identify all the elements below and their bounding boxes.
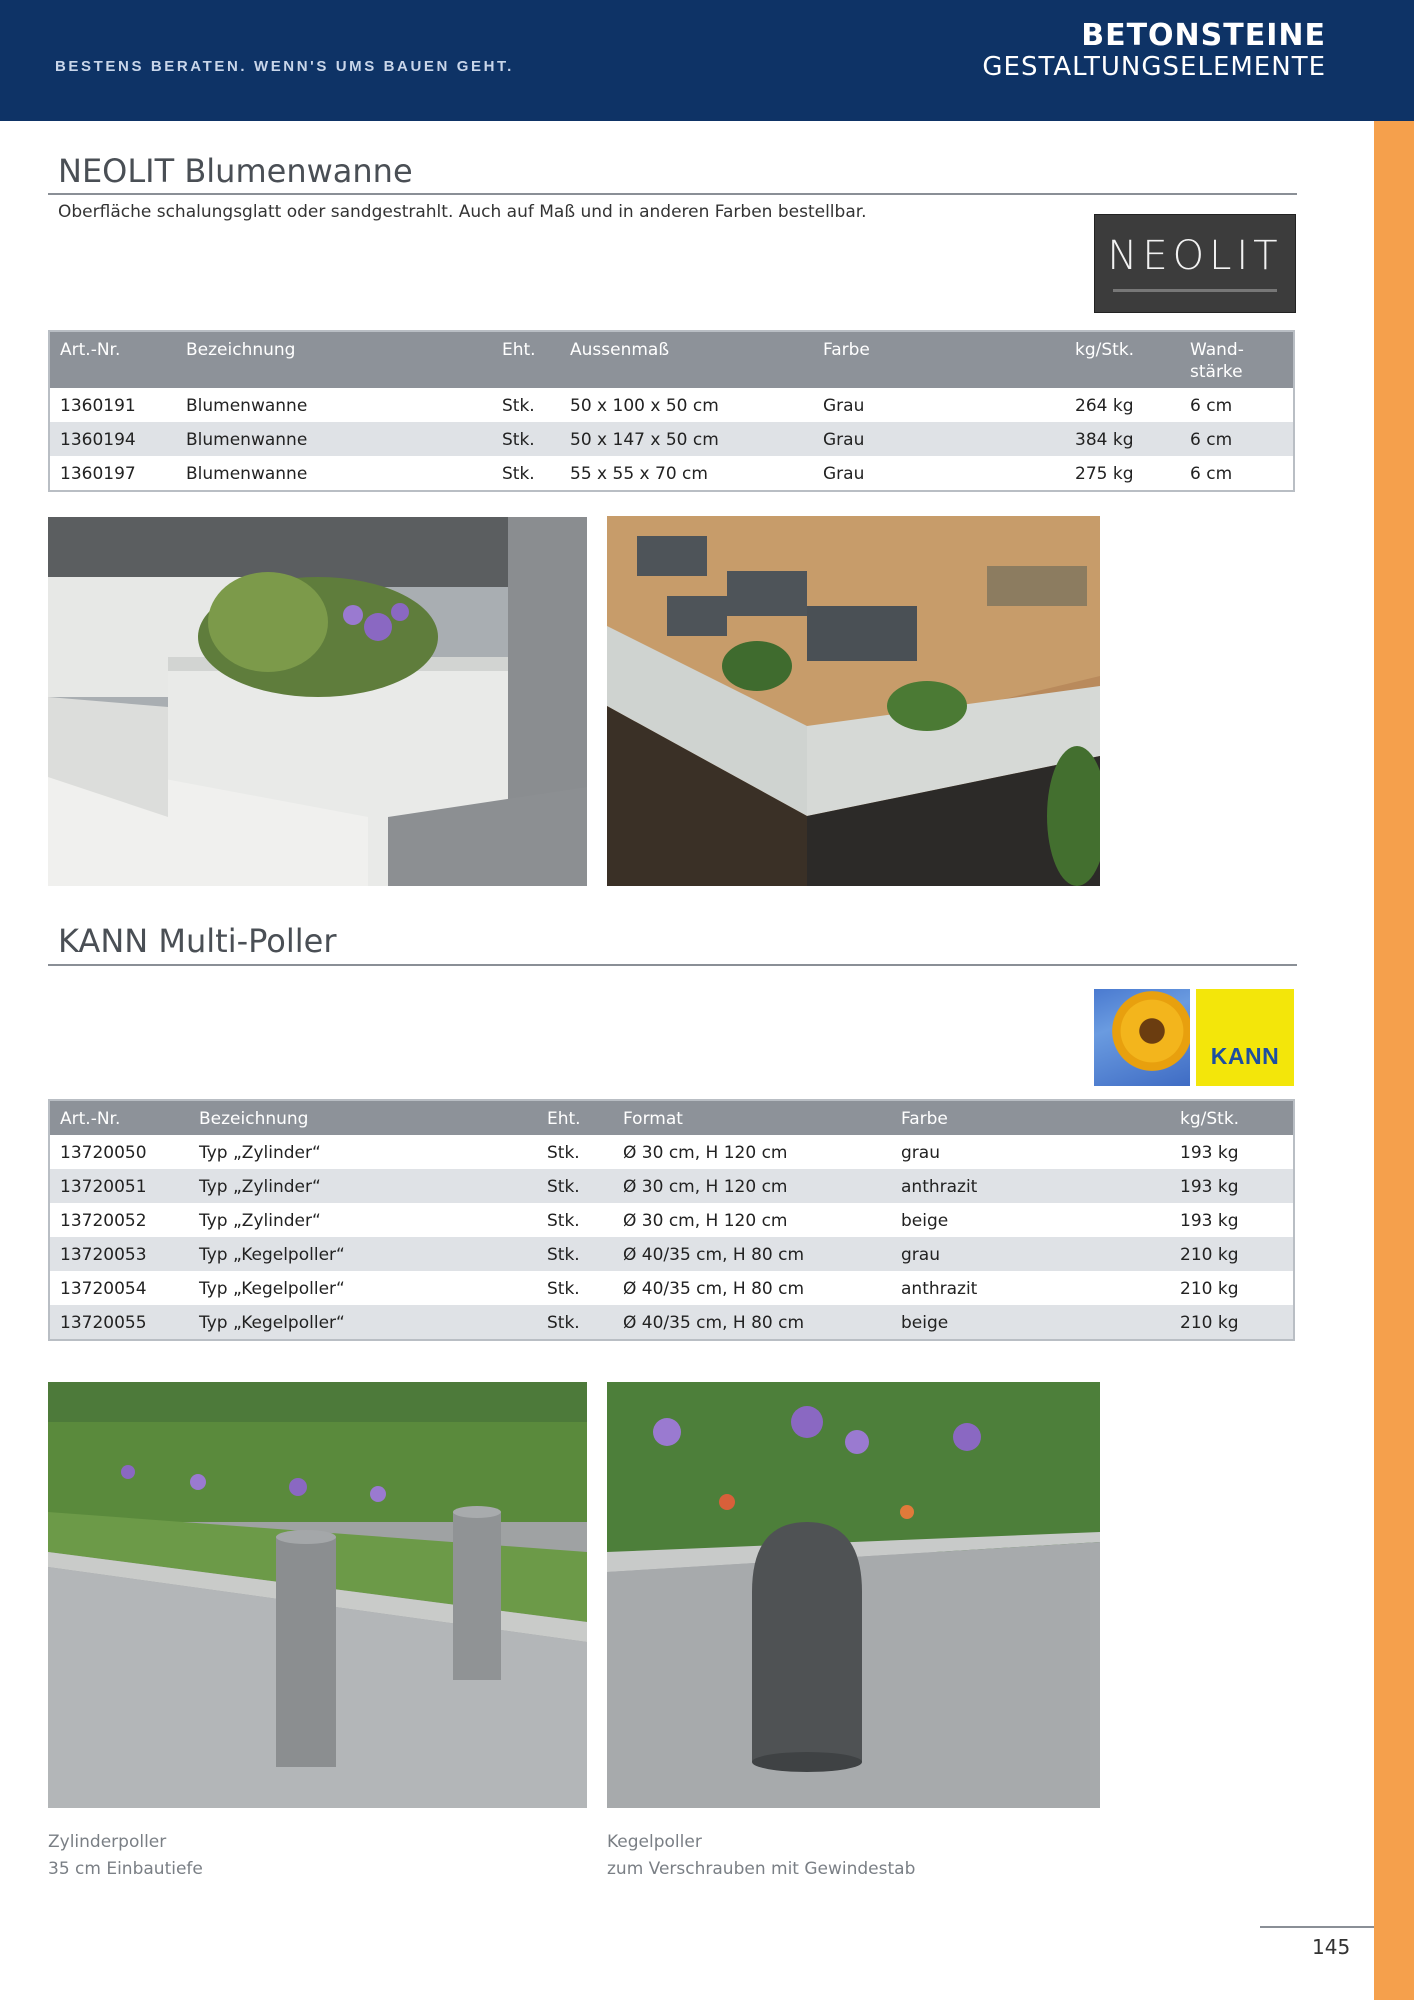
cell: Stk.	[547, 1313, 580, 1333]
caption-zylinderpoller	[48, 1829, 203, 1883]
kann-section-title: KANN Multi-Poller	[58, 922, 337, 960]
cell: grau	[901, 1245, 940, 1265]
cell: anthrazit	[901, 1279, 978, 1299]
cell: 210 kg	[1180, 1279, 1239, 1299]
kann-logo	[1094, 989, 1294, 1086]
col-eht: Eht.	[547, 1109, 581, 1129]
cell: anthrazit	[901, 1177, 978, 1197]
page-number-rule	[1260, 1926, 1374, 1928]
cell: 50 x 147 x 50 cm	[570, 430, 719, 450]
caption-title: Kegelpoller	[607, 1832, 702, 1852]
caption-detail: 35 cm Einbautiefe	[48, 1859, 203, 1879]
kann-logo-panel	[1196, 989, 1294, 1086]
cell: beige	[901, 1211, 949, 1231]
col-format: Format	[623, 1109, 683, 1129]
table-row	[50, 1169, 1293, 1203]
cell: 275 kg	[1075, 464, 1134, 484]
photo-cone-bollard	[607, 1382, 1100, 1808]
cell: 264 kg	[1075, 396, 1134, 416]
sunflower-image	[1094, 989, 1190, 1086]
cell: 6 cm	[1190, 396, 1233, 416]
neolit-description: Oberfläche schalungsglatt oder sandgestrahlt. Auch auf Maß und in anderen Farben bestellbar.	[58, 202, 867, 222]
col-art-nr: Art.-Nr.	[60, 1109, 121, 1129]
cell: Stk.	[547, 1279, 580, 1299]
cell: 50 x 100 x 50 cm	[570, 396, 719, 416]
neolit-section-title: NEOLIT Blumenwanne	[58, 152, 413, 190]
neolit-logo-underline	[1113, 289, 1277, 292]
cell: 6 cm	[1190, 430, 1233, 450]
cell: 13720052	[60, 1211, 147, 1231]
page-header	[0, 0, 1414, 121]
cell: Stk.	[547, 1245, 580, 1265]
side-accent-bar	[1374, 121, 1414, 2000]
cell: 193 kg	[1180, 1211, 1239, 1231]
cell: Typ „Zylinder“	[199, 1143, 321, 1163]
table-row	[50, 1135, 1293, 1169]
cell: 210 kg	[1180, 1313, 1239, 1333]
cell: 13720050	[60, 1143, 147, 1163]
cell: 13720055	[60, 1313, 147, 1333]
neolit-table	[48, 330, 1295, 492]
cell: Stk.	[547, 1177, 580, 1197]
cell: Typ „Kegelpoller“	[199, 1313, 345, 1333]
photo-terrace-planters	[607, 516, 1100, 886]
cell: Grau	[823, 430, 865, 450]
cell: Stk.	[502, 464, 535, 484]
cell: Blumenwanne	[186, 430, 308, 450]
table-row	[50, 1305, 1293, 1339]
cell: 1360191	[60, 396, 136, 416]
header-slogan: BESTENS BERATEN. WENN'S UMS BAUEN GEHT.	[55, 58, 514, 75]
cell: Typ „Kegelpoller“	[199, 1279, 345, 1299]
cell: beige	[901, 1313, 949, 1333]
cell: 193 kg	[1180, 1177, 1239, 1197]
header-title-block	[982, 20, 1326, 82]
cell: Ø 30 cm, H 120 cm	[623, 1143, 788, 1163]
cell: 6 cm	[1190, 464, 1233, 484]
col-farbe: Farbe	[901, 1109, 948, 1129]
cell: Typ „Kegelpoller“	[199, 1245, 345, 1265]
sunflower-icon	[1112, 991, 1190, 1071]
header-subtitle: GESTALTUNGSELEMENTE	[982, 52, 1326, 82]
cell: Stk.	[502, 430, 535, 450]
cell: Ø 40/35 cm, H 80 cm	[623, 1313, 805, 1333]
table-row	[50, 1271, 1293, 1305]
kann-title-rule	[48, 964, 1297, 966]
table-row	[50, 422, 1293, 456]
col-eht: Eht.	[502, 340, 536, 360]
cell: 210 kg	[1180, 1245, 1239, 1265]
cell: 384 kg	[1075, 430, 1134, 450]
caption-kegelpoller	[607, 1829, 915, 1883]
caption-title: Zylinderpoller	[48, 1832, 167, 1852]
cell: Typ „Zylinder“	[199, 1177, 321, 1197]
photo-planter-stairs	[48, 517, 587, 886]
photo-cylinder-bollards	[48, 1382, 587, 1808]
cell: 1360197	[60, 464, 136, 484]
col-bezeichnung: Bezeichnung	[199, 1109, 309, 1129]
table-header-row	[50, 332, 1293, 388]
cell: Blumenwanne	[186, 396, 308, 416]
col-staerke: stärke	[1190, 362, 1243, 382]
cell: 193 kg	[1180, 1143, 1239, 1163]
col-kg: kg/Stk.	[1180, 1109, 1240, 1129]
kann-table	[48, 1099, 1295, 1341]
header-title: BETONSTEINE	[1081, 18, 1326, 53]
cell: Stk.	[502, 396, 535, 416]
kann-logo-text: KANN	[1210, 1043, 1280, 1069]
cell: Grau	[823, 396, 865, 416]
cell: Stk.	[547, 1211, 580, 1231]
col-farbe: Farbe	[823, 340, 870, 360]
cell: grau	[901, 1143, 940, 1163]
cell: Ø 40/35 cm, H 80 cm	[623, 1279, 805, 1299]
cell: Blumenwanne	[186, 464, 308, 484]
neolit-logo	[1094, 214, 1296, 313]
cell: 13720054	[60, 1279, 147, 1299]
col-aussenmass: Aussenmaß	[570, 340, 670, 360]
table-row	[50, 1203, 1293, 1237]
cell: Stk.	[547, 1143, 580, 1163]
cell: Ø 40/35 cm, H 80 cm	[623, 1245, 805, 1265]
col-kg: kg/Stk.	[1075, 340, 1135, 360]
col-bezeichnung: Bezeichnung	[186, 340, 296, 360]
neolit-logo-text: NEOLIT	[1107, 233, 1283, 279]
table-row	[50, 388, 1293, 422]
col-wand: Wand-	[1190, 340, 1244, 360]
col-art-nr: Art.-Nr.	[60, 340, 121, 360]
cell: Ø 30 cm, H 120 cm	[623, 1211, 788, 1231]
table-header-row	[50, 1101, 1293, 1135]
cell: 13720053	[60, 1245, 147, 1265]
cell: 1360194	[60, 430, 136, 450]
table-row	[50, 456, 1293, 490]
cell: Typ „Zylinder“	[199, 1211, 321, 1231]
neolit-title-rule	[48, 193, 1297, 195]
caption-detail: zum Verschrauben mit Gewindestab	[607, 1859, 916, 1879]
cell: 55 x 55 x 70 cm	[570, 464, 708, 484]
page-number: 145	[1312, 1935, 1351, 1959]
cell: Ø 30 cm, H 120 cm	[623, 1177, 788, 1197]
cell: Grau	[823, 464, 865, 484]
cell: 13720051	[60, 1177, 147, 1197]
table-row	[50, 1237, 1293, 1271]
